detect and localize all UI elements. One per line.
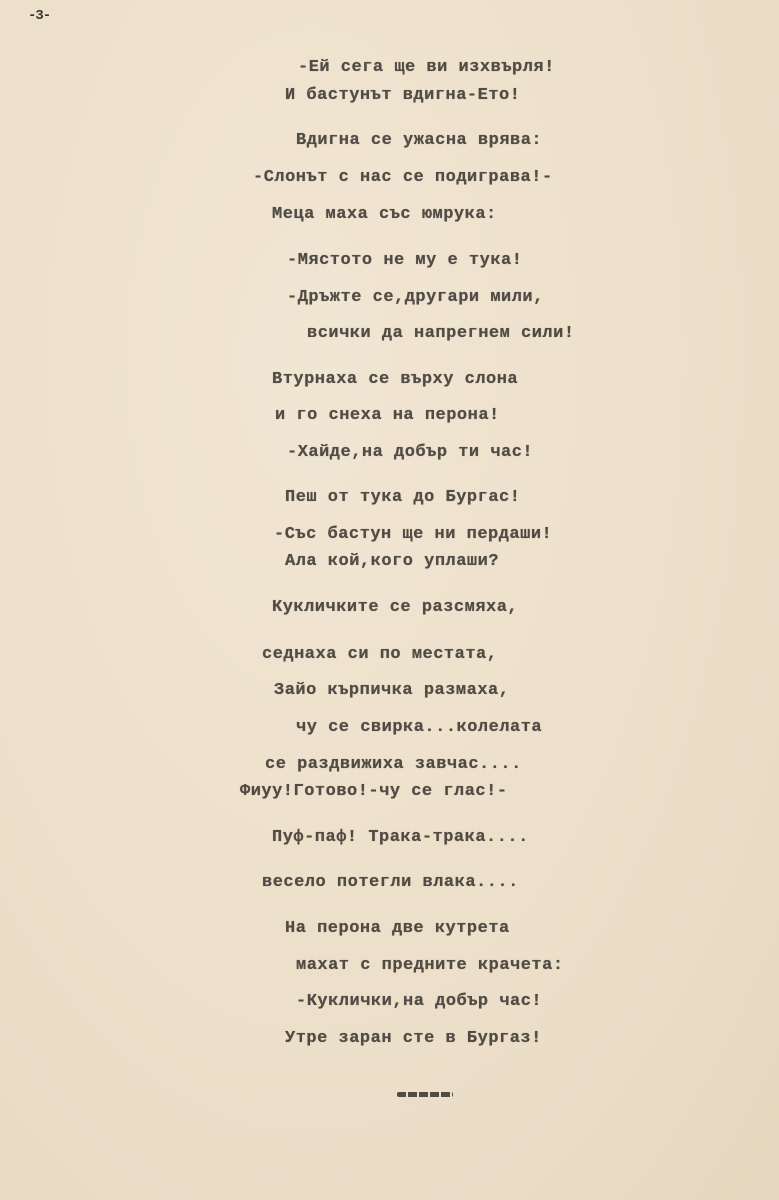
poem-line: -Хайде,на добър ти час!: [287, 443, 534, 462]
poem-line: -Мястото не му е тука!: [287, 251, 523, 270]
poem-line: Пеш от тука до Бургас!: [285, 488, 521, 507]
poem-line: -Куклички,на добър час!: [296, 992, 543, 1011]
poem-line: -Слонът с нас се подиграва!-: [253, 168, 553, 187]
end-of-text-dashes: [397, 1092, 453, 1097]
poem-line: Вдигна се ужасна врява:: [296, 131, 543, 150]
poem-line: -Със бастун ще ни пердаши!: [274, 525, 553, 544]
poem-line: всички да напрегнем сили!: [307, 324, 575, 343]
poem-line: Зайо кърпичка размаха,: [274, 681, 510, 700]
poem-line: И бастунът вдигна-Ето!: [285, 86, 521, 105]
poem-line: -Дръжте се,другари мили,: [287, 288, 544, 307]
poem-line: махат с предните крачета:: [296, 956, 564, 975]
poem-line: Пуф-паф! Трака-трака....: [272, 828, 529, 847]
poem-line: се раздвижиха завчас....: [265, 755, 522, 774]
poem-line: На перона две кутрета: [285, 919, 510, 938]
page-number: -3-: [28, 8, 51, 24]
poem-line: Мецa маха със юмрука:: [272, 205, 497, 224]
poem-line: весело потегли влака....: [262, 873, 519, 892]
poem-line: Утре заран сте в Бургаз!: [285, 1029, 542, 1048]
poem-line: Фиуу!Готово!-чу се глас!-: [240, 782, 508, 801]
poem-line: -Ей сега ще ви изхвърля!: [298, 58, 555, 77]
poem-line: и го снеха на перона!: [275, 406, 500, 425]
poem-line: Кукличките се разсмяха,: [272, 598, 519, 617]
poem-line: седнаха си по местата,: [262, 645, 498, 664]
poem-line: чу се свирка...колелата: [296, 718, 543, 737]
poem-line: Втурнаха се върху слона: [272, 370, 519, 389]
poem-line: Ала кой,кого уплаши?: [285, 552, 500, 571]
